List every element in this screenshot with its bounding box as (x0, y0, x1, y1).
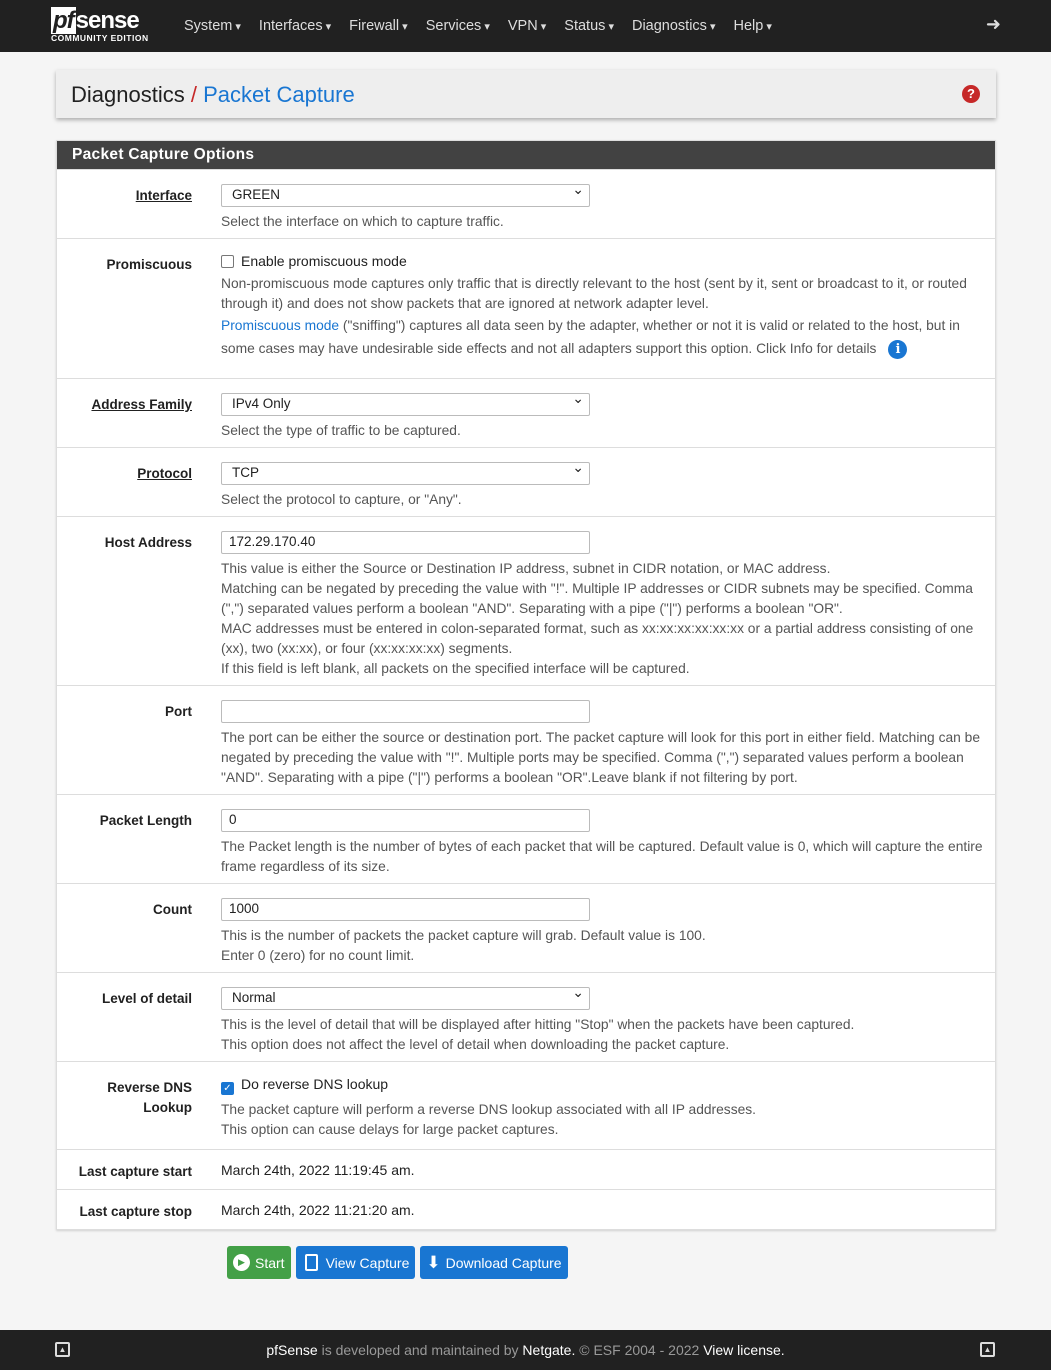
count-input[interactable]: 1000 (221, 898, 590, 921)
packet-length-label: Packet Length (99, 813, 192, 828)
download-capture-label: Download Capture (445, 1254, 562, 1271)
scroll-top-icon-left[interactable]: ▲ (55, 1342, 70, 1357)
logo-pf: pf (53, 7, 74, 34)
last-capture-stop-label: Last capture stop (79, 1204, 192, 1219)
packet-length-help: The Packet length is the number of bytes of each packet that will be captured. Default value is 0, which will capture the entire frame regardless of its size. (221, 839, 983, 874)
level-of-detail-select[interactable]: Normal ⌄ (221, 987, 590, 1010)
reverse-dns-checkbox[interactable]: ✓ (221, 1082, 234, 1095)
row-count (57, 883, 995, 972)
row-address-family (57, 378, 995, 447)
level-of-detail-label: Level of detail (101, 991, 192, 1006)
scroll-top-icon-right[interactable]: ▲ (980, 1342, 995, 1357)
menu-vpn[interactable]: VPN ▾ (508, 18, 546, 34)
menu-status[interactable]: Status ▾ (564, 18, 614, 34)
port-input[interactable] (221, 700, 590, 723)
interface-select[interactable]: GREEN ⌄ (221, 184, 590, 207)
address-family-select[interactable]: IPv4 Only ⌄ (221, 393, 590, 416)
detail-help-1: This is the level of detail that will be displayed after hitting "Stop" when the packets have been captured. (221, 1017, 855, 1032)
view-capture-label: View Capture (325, 1254, 410, 1271)
promiscuous-checkbox-label[interactable]: Enable promiscuous mode (241, 253, 407, 269)
row-promiscuous (57, 238, 995, 378)
last-capture-stop-value: March 24th, 2022 11:21:20 am. (221, 1202, 415, 1218)
port-label: Port (165, 704, 192, 719)
help-icon[interactable]: ? (962, 85, 980, 103)
protocol-select[interactable]: TCP ⌄ (221, 462, 590, 485)
host-help-2: Matching can be negated by preceding the value with "!". Multiple IP addresses or CIDR subnets may be specified. Comma (",") separated values perform a boolean "AND". Separating with a pipe ("|") performs a boolean "OR". (221, 581, 973, 616)
logout-icon[interactable]: ➜ (985, 14, 1001, 34)
menu-services[interactable]: Services ▾ (426, 18, 490, 34)
netgate-link[interactable]: Netgate. (522, 1342, 576, 1358)
promiscuous-help-2: ("sniffing") captures all data seen by the adapter, whether or not it is valid or related to the host, but in some cases may have undesirable side effects and not all adapters support this option. Click Info for details (221, 318, 960, 356)
last-capture-start-label: Last capture start (78, 1164, 192, 1179)
promiscuous-mode-link[interactable]: Promiscuous mode (221, 318, 340, 333)
breadcrumb-separator: / (190, 82, 197, 107)
row-reverse-dns (57, 1061, 995, 1149)
download-capture-button[interactable] (420, 1246, 567, 1279)
panel-title: Packet Capture Options (57, 141, 995, 169)
row-protocol (57, 447, 995, 516)
host-help-3: MAC addresses must be entered in colon-separated format, such as xx:xx:xx:xx:xx:xx or a partial address consisting of one (xx), two (xx:xx), or four (xx:xx:xx:xx) segments. (221, 621, 974, 656)
pfsense-logo[interactable] (51, 9, 159, 43)
footer-text: is developed and maintained by (317, 1342, 523, 1358)
detail-help-2: This option does not affect the level of detail when downloading the packet capture. (221, 1037, 730, 1052)
count-help-1: This is the number of packets the packet capture will grab. Default value is 100. (221, 928, 706, 943)
count-label: Count (153, 902, 192, 917)
info-icon[interactable]: i (888, 340, 907, 359)
promiscuous-help: Non-promiscuous mode captures only traffic that is directly relevant to the host (sent by it, sent or broadcast to it, or routed through it) and does not show packets that are ignored at network adapter level. (221, 276, 967, 311)
row-last-capture-start (57, 1149, 995, 1189)
menu-diagnostics[interactable]: Diagnostics ▾ (632, 18, 716, 34)
logo-sense: sense (75, 7, 139, 34)
protocol-help: Select the protocol to capture, or "Any". (221, 492, 462, 507)
row-interface (57, 169, 995, 238)
count-help-2: Enter 0 (zero) for no count limit. (221, 948, 415, 963)
breadcrumb-current[interactable]: Packet Capture (203, 82, 355, 107)
host-help-1: This value is either the Source or Destination IP address, subnet in CIDR notation, or MAC address. (221, 561, 831, 576)
play-icon: ▶ (233, 1254, 250, 1271)
interface-label: Interface (135, 188, 192, 203)
view-license-link[interactable]: View license. (703, 1342, 785, 1358)
host-address-input[interactable]: 172.29.170.40 (221, 531, 590, 554)
reverse-dns-label: Reverse DNS Lookup (107, 1080, 192, 1115)
port-help: The port can be either the source or destination port. The packet capture will look for this port in either field. Matching can be negated by preceding the value with "!". Multiple ports may be specified. Comma (",") separated values perform a boolean "AND". Separating with a pipe ("|") performs a boolean "OR".Leave blank if not filtering by port. (221, 730, 980, 785)
host-help-4: If this field is left blank, all packets on the specified interface will be captured. (221, 661, 690, 676)
footer-copyright: © ESF 2004 - 2022 (575, 1342, 704, 1358)
address-family-help: Select the type of traffic to be captured. (221, 423, 461, 438)
menu-interfaces[interactable]: Interfaces ▾ (259, 18, 331, 34)
footer-brand: pfSense (266, 1342, 318, 1358)
menu-firewall[interactable]: Firewall ▾ (349, 18, 408, 34)
row-level-of-detail (57, 972, 995, 1061)
last-capture-start-value: March 24th, 2022 11:19:45 am. (221, 1162, 415, 1178)
row-last-capture-stop (57, 1189, 995, 1229)
interface-help: Select the interface on which to capture traffic. (221, 214, 504, 229)
navbar (0, 0, 1051, 52)
row-packet-length (57, 794, 995, 883)
dns-help-2: This option can cause delays for large packet captures. (221, 1122, 559, 1137)
footer (0, 1330, 1051, 1370)
reverse-dns-checkbox-label[interactable]: Do reverse DNS lookup (241, 1076, 389, 1092)
download-icon: ⬇ (426, 1252, 441, 1272)
promiscuous-checkbox[interactable] (221, 255, 234, 268)
menu-help[interactable]: Help ▾ (734, 18, 772, 34)
logo-subtitle: COMMUNITY EDITION (51, 33, 149, 43)
action-buttons (227, 1246, 568, 1279)
dns-help-1: The packet capture will perform a reverse DNS lookup associated with all IP addresses. (221, 1102, 757, 1117)
view-capture-button[interactable] (296, 1246, 416, 1279)
packet-capture-options-panel (56, 140, 996, 1230)
breadcrumb (56, 70, 996, 118)
host-address-label: Host Address (104, 535, 192, 550)
breadcrumb-diagnostics[interactable]: Diagnostics (71, 82, 185, 107)
protocol-label: Protocol (137, 466, 192, 481)
packet-length-input[interactable]: 0 (221, 809, 590, 832)
menu-system[interactable]: System ▾ (184, 18, 241, 34)
start-label: Start (255, 1254, 285, 1271)
promiscuous-label: Promiscuous (106, 257, 192, 272)
row-host-address (57, 516, 995, 685)
file-icon (305, 1254, 318, 1271)
address-family-label: Address Family (91, 397, 192, 412)
row-port (57, 685, 995, 794)
start-button[interactable] (227, 1246, 291, 1279)
